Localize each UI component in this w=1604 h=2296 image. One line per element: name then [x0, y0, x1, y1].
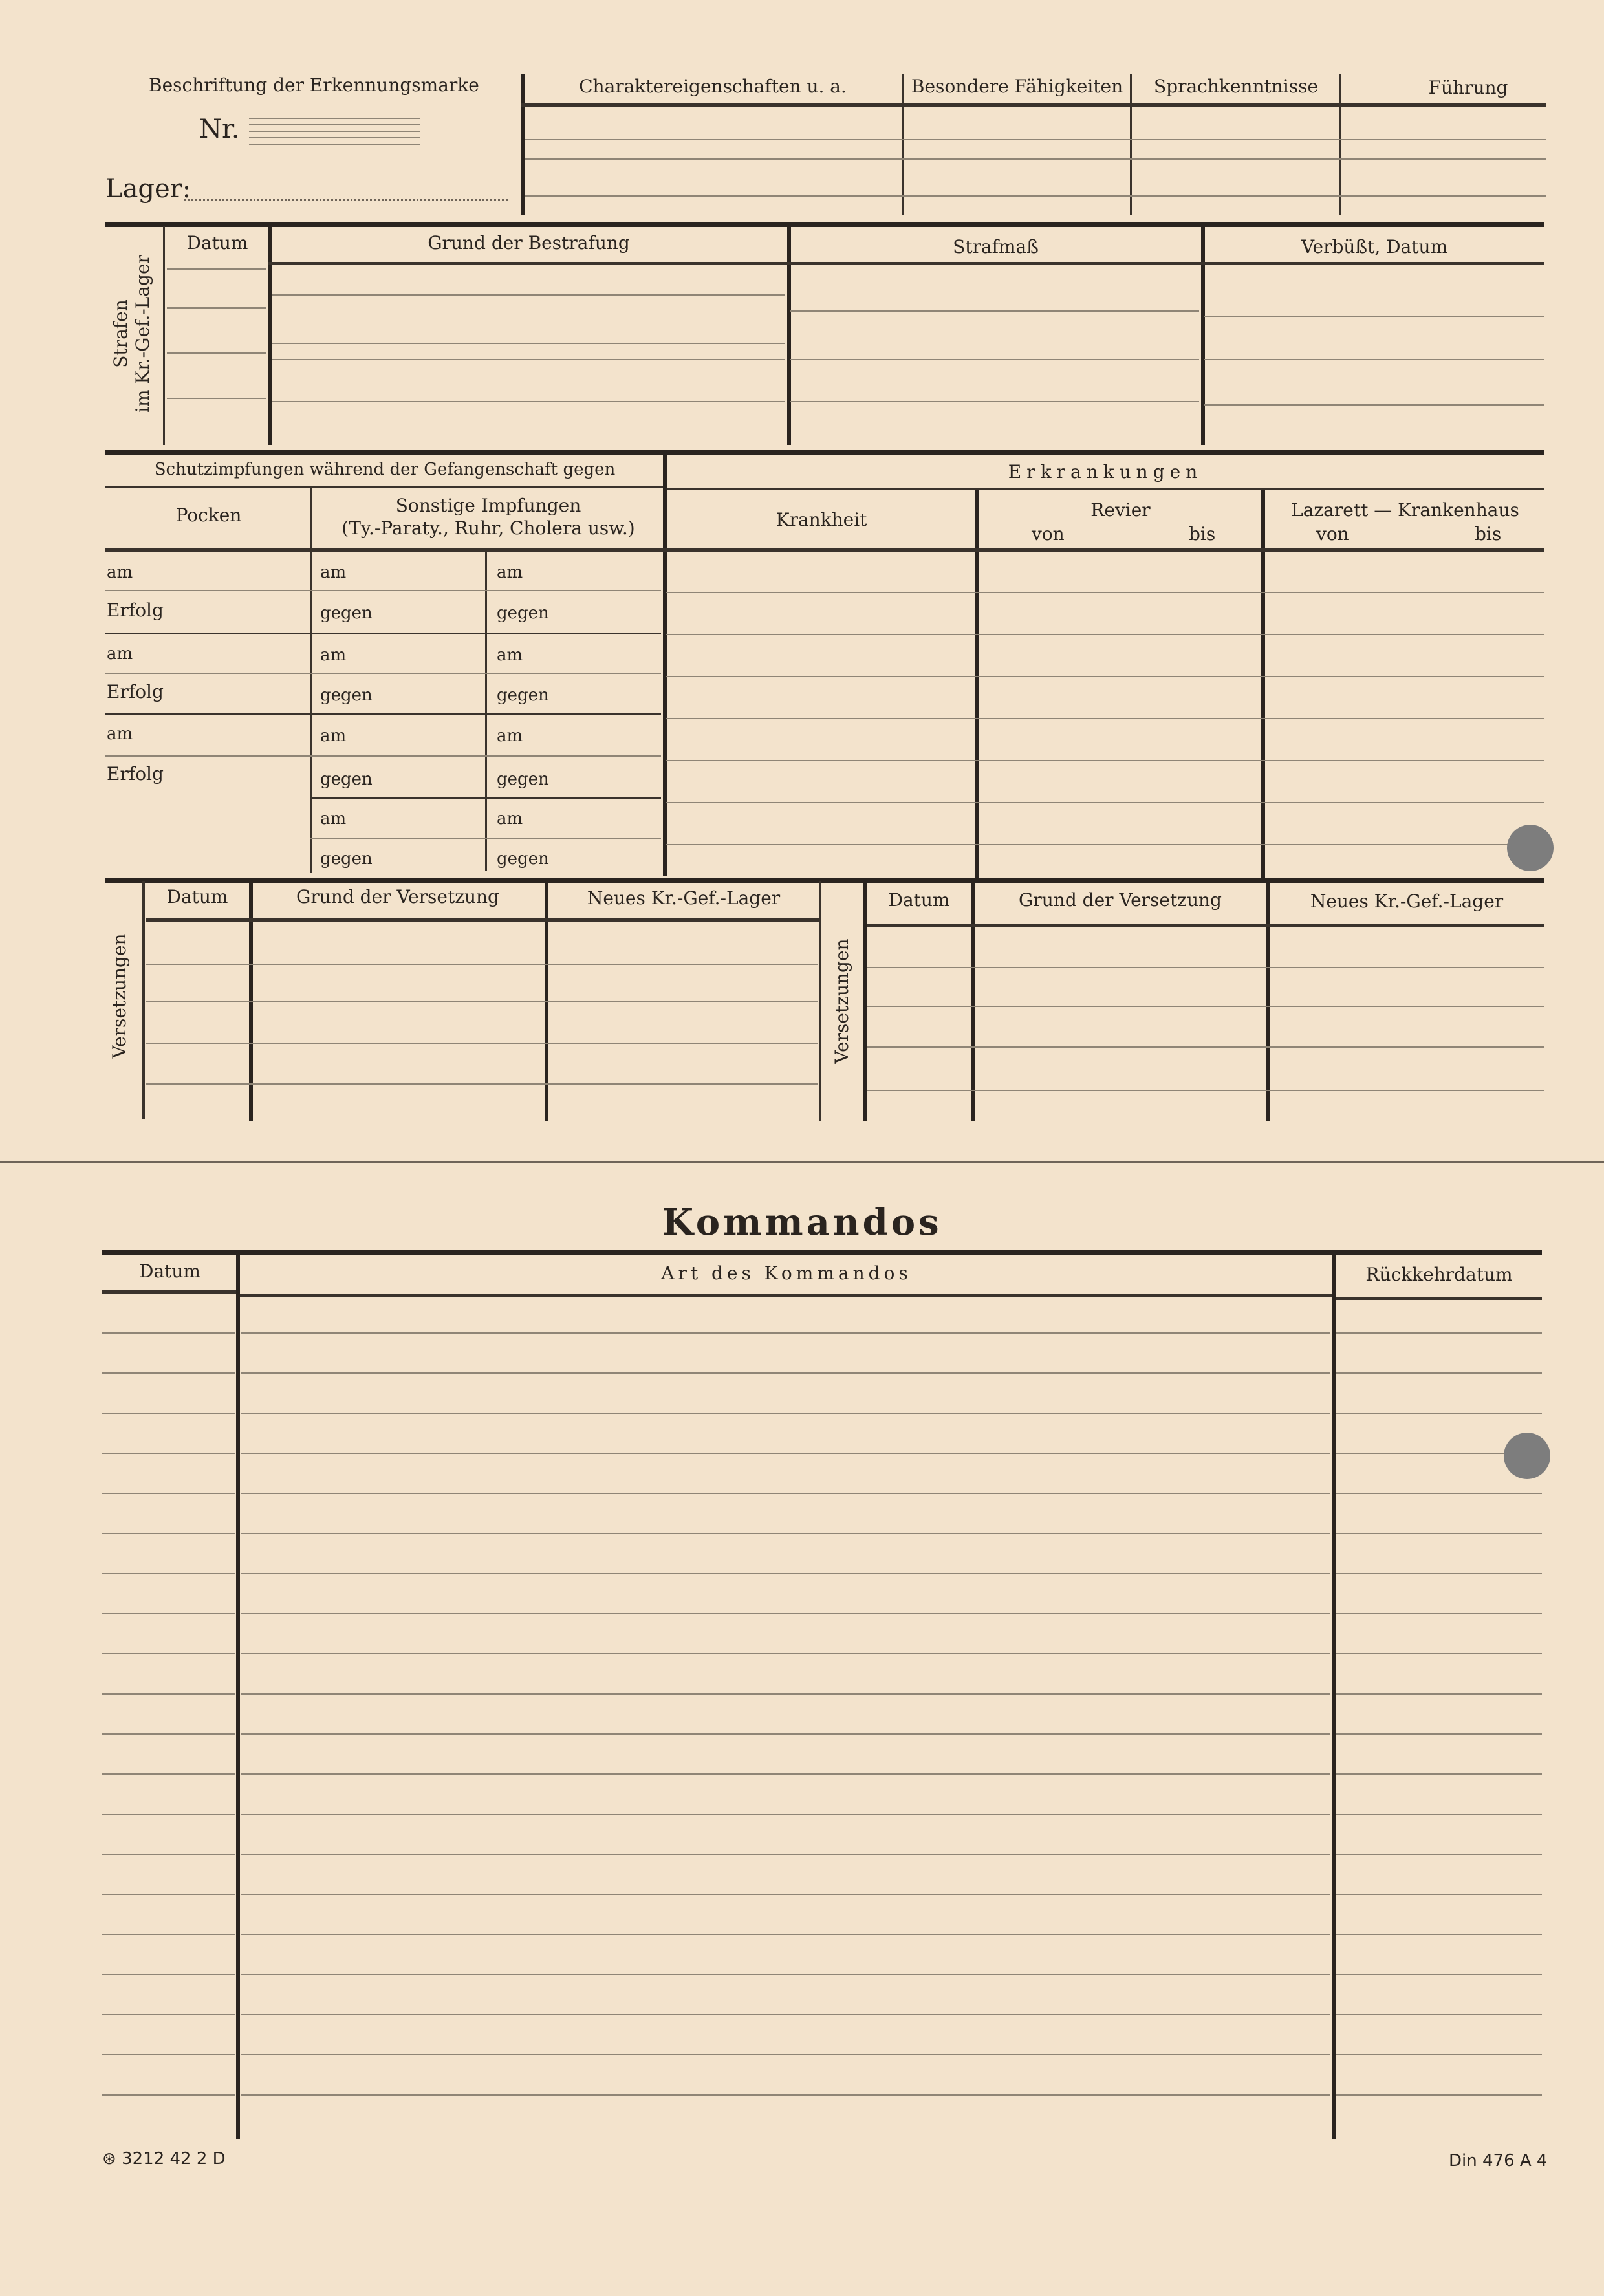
table-row-line — [1336, 1613, 1542, 1614]
table-row-line — [241, 1894, 1330, 1895]
vacc-sonstige-am-3a: am — [320, 726, 347, 746]
table-row-line — [241, 1332, 1330, 1334]
table-row-line — [1336, 1854, 1542, 1855]
illness-lazarett-bis: bis — [1475, 523, 1502, 545]
table-row-line — [241, 1613, 1330, 1614]
punch-hole-lower — [1504, 1433, 1550, 1479]
illness-krankheit: Krankheit — [775, 509, 867, 530]
illness-lazarett: Lazarett — Krankenhaus — [1291, 499, 1519, 521]
lager-label: Lager: — [105, 174, 191, 204]
illness-revier: Revier — [1090, 499, 1151, 521]
table-row-line — [241, 2014, 1330, 2015]
table-row-line — [102, 1693, 235, 1695]
vacc-gegen-3a: gegen — [320, 770, 373, 789]
table-row-line — [102, 2014, 235, 2015]
col-sprachkenntnisse: Sprachkenntnisse — [1153, 76, 1319, 97]
vacc-sonstige-am-3b: am — [497, 726, 523, 746]
table-row-line — [102, 1894, 235, 1895]
table-row-line — [102, 2094, 235, 2096]
table-row-line — [102, 1533, 235, 1534]
transfer-left-col-grund: Grund der Versetzung — [296, 886, 499, 907]
table-row-line — [1336, 1332, 1542, 1334]
vacc-pocken-am-3: am — [107, 724, 133, 744]
table-row-line — [102, 2054, 235, 2055]
table-row-line — [102, 1573, 235, 1574]
table-row-line — [241, 1814, 1330, 1815]
vacc-erfolg-3: Erfolg — [107, 763, 164, 785]
illness-revier-von: von — [1032, 523, 1065, 545]
table-row-line — [102, 1814, 235, 1815]
table-row-line — [102, 1653, 235, 1654]
table-row-line — [1336, 2094, 1542, 2096]
table-row-line — [102, 1493, 235, 1494]
vaccination-sonstige-1: Sonstige Impfungen — [395, 495, 581, 516]
vaccination-sonstige-2: (Ty.-Paraty., Ruhr, Cholera usw.) — [341, 517, 635, 539]
table-row-line — [1336, 1372, 1542, 1374]
table-row-line — [1336, 1974, 1542, 1975]
lager-dotted-line — [184, 199, 508, 201]
vacc-sonstige-am-4b: am — [497, 809, 523, 829]
punch-hole-upper — [1507, 825, 1554, 871]
col-besondere-faehigkeiten: Besondere Fähigkeiten — [911, 76, 1123, 97]
table-row-line — [1336, 2054, 1542, 2055]
table-row-line — [241, 1493, 1330, 1494]
illness-title: Erkrankungen — [1008, 461, 1203, 482]
illness-lazarett-von: von — [1316, 523, 1349, 545]
table-row-line — [1336, 1653, 1542, 1654]
vacc-sonstige-am-4a: am — [320, 809, 347, 829]
transfer-right-col-lager: Neues Kr.-Gef.-Lager — [1310, 891, 1504, 912]
kommandos-col-art: Art des Kommandos — [661, 1262, 912, 1284]
table-row-line — [102, 1974, 235, 1975]
table-row-line — [102, 1372, 235, 1374]
vacc-gegen-1b: gegen — [497, 603, 549, 623]
table-row-line — [1336, 1814, 1542, 1815]
table-row-line — [1336, 1733, 1542, 1735]
transfer-right-col-datum: Datum — [888, 889, 950, 911]
table-row-line — [1336, 1934, 1542, 1935]
table-row-line — [102, 1332, 235, 1334]
vacc-gegen-2b: gegen — [497, 686, 549, 705]
illness-revier-bis: bis — [1189, 523, 1216, 545]
vacc-gegen-2a: gegen — [320, 686, 373, 705]
table-row-line — [1336, 1493, 1542, 1494]
printer-mark-icon: ⊛ — [102, 2149, 116, 2169]
table-row-line — [102, 1773, 235, 1775]
table-row-line — [102, 1934, 235, 1935]
strafen-col-verbuesst: Verbüßt, Datum — [1301, 236, 1448, 257]
transfer-left-col-lager: Neues Kr.-Gef.-Lager — [587, 887, 781, 909]
table-row-line — [241, 1453, 1330, 1454]
table-row-line — [1336, 1413, 1542, 1414]
table-row-line — [102, 1733, 235, 1735]
kommandos-col-rueckkehr: Rückkehrdatum — [1365, 1264, 1513, 1285]
nr-label: Nr. — [199, 114, 240, 144]
table-row-line — [241, 2094, 1330, 2096]
vacc-sonstige-am-2a: am — [320, 645, 347, 665]
fold-line — [0, 1161, 1604, 1163]
table-row-line — [1336, 1533, 1542, 1534]
table-row-line — [241, 1693, 1330, 1695]
table-row-line — [102, 1613, 235, 1614]
vacc-sonstige-am-2b: am — [497, 645, 523, 665]
table-row-line — [241, 1372, 1330, 1374]
vacc-sonstige-am-1a: am — [320, 563, 347, 582]
table-row-line — [1336, 1573, 1542, 1574]
footer-din: Din 476 A 4 — [1449, 2151, 1548, 2171]
strafen-side-label: Strafen im Kr.-Gef.-Lager — [110, 255, 153, 413]
col-charaktereigenschaften: Charaktereigenschaften u. a. — [579, 76, 847, 97]
transfers-side-label-left: Versetzungen — [109, 933, 130, 1059]
table-row-line — [241, 1974, 1330, 1975]
vaccination-pocken: Pocken — [175, 504, 242, 526]
transfer-right-col-grund: Grund der Versetzung — [1019, 889, 1222, 911]
table-row-line — [241, 1773, 1330, 1775]
col-fuehrung: Führung — [1428, 77, 1508, 98]
table-row-line — [1336, 1693, 1542, 1695]
vacc-gegen-3b: gegen — [497, 770, 549, 789]
table-row-line — [1336, 2014, 1542, 2015]
vacc-erfolg-1: Erfolg — [107, 600, 164, 621]
table-row-line — [102, 1413, 235, 1414]
table-row-line — [241, 1934, 1330, 1935]
table-row-line — [241, 1733, 1330, 1735]
transfer-left-col-datum: Datum — [166, 886, 228, 907]
table-row-line — [241, 2054, 1330, 2055]
tag-section-title: Beschriftung der Erkennungsmarke — [149, 74, 479, 96]
strafen-col-datum: Datum — [186, 232, 248, 254]
footer-form-number: ⊛ 3212 42 2 D — [102, 2149, 226, 2169]
vacc-gegen-4a: gegen — [320, 849, 373, 869]
vaccination-title: Schutzimpfungen während der Gefangenschaft gegen — [154, 460, 616, 479]
table-row-line — [241, 1533, 1330, 1534]
vacc-pocken-am-1: am — [107, 563, 133, 582]
table-row-line — [241, 1854, 1330, 1855]
table-row-line — [241, 1413, 1330, 1414]
vacc-erfolg-2: Erfolg — [107, 681, 164, 702]
vacc-gegen-4b: gegen — [497, 849, 549, 869]
strafen-col-grund: Grund der Bestrafung — [428, 232, 630, 254]
vacc-sonstige-am-1b: am — [497, 563, 523, 582]
table-row-line — [241, 1573, 1330, 1574]
table-row-line — [102, 1453, 235, 1454]
vacc-pocken-am-2: am — [107, 644, 133, 664]
table-row-line — [102, 1854, 235, 1855]
table-row-line — [1336, 1894, 1542, 1895]
vacc-gegen-1a: gegen — [320, 603, 373, 623]
table-row-line — [1336, 1773, 1542, 1775]
strafen-col-strafmass: Strafmaß — [953, 236, 1039, 257]
transfers-side-label-right: Versetzungen — [831, 938, 852, 1064]
kommandos-title: Kommandos — [662, 1201, 942, 1244]
kommandos-col-datum: Datum — [139, 1261, 200, 1282]
table-row-line — [241, 1653, 1330, 1654]
